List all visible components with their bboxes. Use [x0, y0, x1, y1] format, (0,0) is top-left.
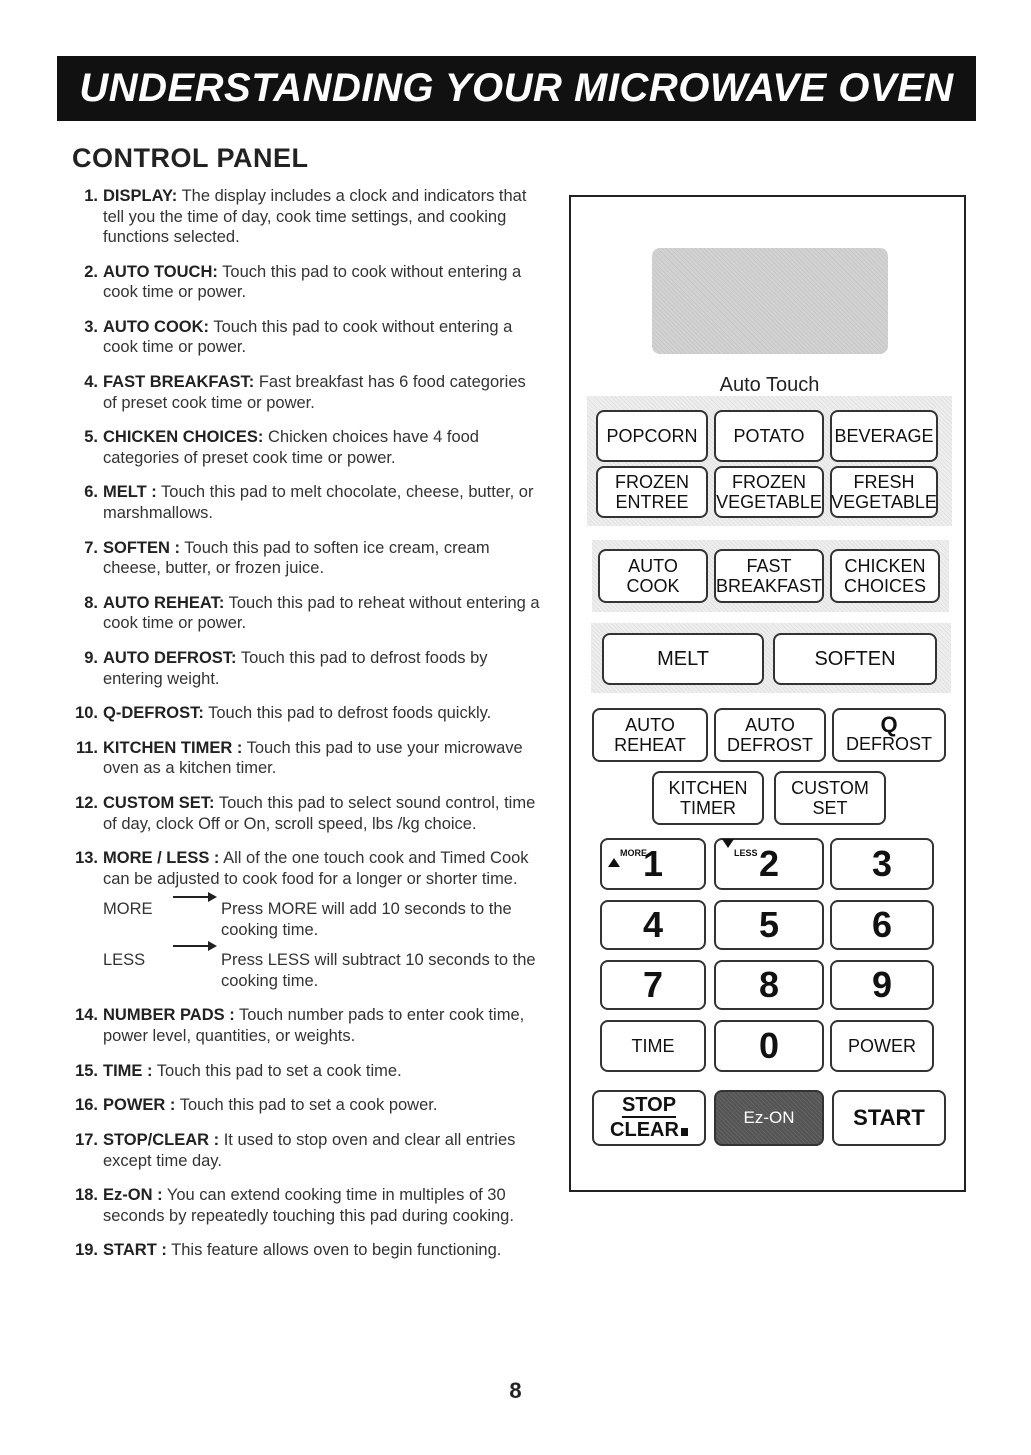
item-text: Touch this pad to cook without entering a cook time or power.: [103, 262, 522, 302]
lock-icon: [681, 1128, 688, 1136]
item-text: Fast breakfast has 6 food categories of preset cook time or power.: [103, 373, 526, 412]
number-3-button[interactable]: 3: [830, 838, 934, 890]
item-number: 4.: [84, 373, 98, 392]
page-banner: [57, 56, 976, 121]
item-label: KITCHEN TIMER :: [103, 738, 243, 757]
number-2-label: 2: [758, 843, 780, 884]
item-number: 11.: [75, 738, 98, 757]
item-label: DISPLAY:: [103, 187, 178, 205]
item-text: You can extend cooking time in multiples of 30 seconds by repeatedly touching this pad during cooking.: [103, 1186, 514, 1225]
feature-item: [72, 1061, 542, 1082]
feature-item: [72, 1130, 542, 1171]
display-screen: [652, 248, 888, 354]
number-4-button[interactable]: 4: [600, 900, 706, 950]
less-key: LESS: [103, 951, 146, 970]
q-icon: Q: [880, 712, 898, 737]
clear-label: CLEAR: [610, 1118, 688, 1142]
beverage-button[interactable]: BEVERAGE: [830, 410, 938, 462]
number-5-button[interactable]: 5: [714, 900, 824, 950]
number-8-button[interactable]: 8: [714, 960, 824, 1010]
item-label: AUTO DEFROST:: [103, 649, 237, 667]
item-number: 1.: [84, 187, 98, 205]
frozen-entree-button[interactable]: FROZEN ENTREE: [596, 466, 708, 518]
item-number: 14.: [75, 1006, 98, 1025]
item-text: Touch this pad to soften ice cream, cream cheese, butter, or frozen juice.: [103, 538, 490, 578]
item-number: 18.: [75, 1186, 98, 1205]
auto-reheat-button[interactable]: AUTO REHEAT: [592, 708, 708, 762]
chicken-choices-button[interactable]: CHICKEN CHOICES: [830, 549, 940, 603]
item-label: POWER :: [103, 1096, 176, 1115]
potato-button[interactable]: POTATO: [714, 410, 824, 462]
item-label: FAST BREAKFAST:: [103, 373, 255, 392]
number-0-button[interactable]: 0: [714, 1020, 824, 1072]
feature-item: [72, 593, 542, 634]
popcorn-button[interactable]: POPCORN: [596, 410, 708, 462]
item-text: Touch this pad to defrost foods by entering weight.: [103, 649, 488, 688]
page-number: 8: [509, 1378, 522, 1403]
feature-item: [72, 1240, 542, 1261]
feature-item: [72, 482, 542, 523]
feature-item: [72, 1095, 542, 1116]
item-label: NUMBER PADS :: [103, 1006, 235, 1025]
item-text: Touch this pad to set a cook time.: [152, 1061, 402, 1080]
item-label: AUTO REHEAT:: [103, 593, 225, 612]
item-number: 5.: [84, 428, 98, 447]
item-text: Chicken choices have 4 food categories of preset cook time or power.: [103, 428, 479, 467]
power-button[interactable]: POWER: [830, 1020, 934, 1072]
feature-item: [72, 738, 542, 779]
item-number: 10.: [75, 704, 98, 723]
item-label: SOFTEN :: [103, 538, 180, 557]
item-text: Touch this pad to reheat without entering a cook time or power.: [103, 593, 540, 633]
soften-button[interactable]: SOFTEN: [773, 633, 937, 685]
banner-title: UNDERSTANDING YOUR MICROWAVE OVEN: [79, 66, 954, 110]
item-text: Touch number pads to enter cook time, power level, quantities, or weights.: [103, 1006, 525, 1045]
feature-item: [72, 1005, 542, 1046]
item-label: MELT :: [103, 483, 157, 502]
time-button[interactable]: TIME: [600, 1020, 706, 1072]
start-button[interactable]: START: [832, 1090, 946, 1146]
feature-item: [72, 793, 542, 834]
auto-cook-button[interactable]: AUTO COOK: [598, 549, 708, 603]
number-1-more-button[interactable]: [600, 838, 706, 890]
item-text: Touch this pad to cook without entering a cook time or power.: [103, 317, 513, 357]
item-label: Q-DEFROST:: [103, 704, 204, 723]
auto-defrost-button[interactable]: AUTO DEFROST: [714, 708, 826, 762]
number-9-button[interactable]: 9: [830, 960, 934, 1010]
feature-item: [72, 372, 542, 413]
more-row: [103, 899, 542, 940]
feature-item: [72, 538, 542, 579]
item-label: CHICKEN CHOICES:: [103, 428, 264, 447]
melt-button[interactable]: MELT: [602, 633, 764, 685]
control-panel-diagram: [569, 195, 966, 1192]
item-label: CUSTOM SET:: [103, 794, 215, 813]
feature-item: [72, 262, 542, 303]
item-number: 13.: [75, 849, 98, 868]
item-text: Touch this pad to select sound control, time of day, clock Off or On, scroll speed, lbs /kg choice.: [103, 794, 536, 833]
item-number: 16.: [75, 1096, 98, 1115]
item-text: It used to stop oven and clear all entries except time day.: [103, 1131, 516, 1170]
item-text: Touch this pad to melt chocolate, cheese, butter, or marshmallows.: [103, 483, 534, 522]
number-7-button[interactable]: 7: [600, 960, 706, 1010]
number-2-less-button[interactable]: [714, 838, 824, 890]
down-arrow-icon: [722, 839, 734, 858]
item-number: 7.: [84, 538, 98, 557]
less-tag: LESS: [722, 848, 758, 858]
item-number: 19.: [75, 1241, 98, 1260]
item-label: Ez-ON :: [103, 1186, 163, 1205]
auto-touch-label: Auto Touch: [719, 374, 820, 396]
custom-set-button[interactable]: CUSTOM SET: [774, 771, 886, 825]
item-label: AUTO COOK:: [103, 317, 210, 336]
number-1-label: 1: [642, 843, 664, 884]
feature-item: [72, 427, 542, 468]
q-defrost-label: DEFROST: [845, 734, 932, 754]
feature-item: [72, 1185, 542, 1226]
item-number: 2.: [84, 262, 98, 281]
stop-label: STOP: [621, 1094, 677, 1116]
up-arrow-icon: [608, 848, 620, 867]
item-label: START :: [103, 1241, 167, 1260]
item-text: This feature allows oven to begin functioning.: [166, 1241, 502, 1260]
stop-clear-button[interactable]: [592, 1090, 706, 1146]
ez-on-button[interactable]: Ez-ON: [714, 1090, 824, 1146]
feature-list: [72, 186, 542, 1275]
less-arrow-icon: [173, 945, 209, 947]
item-label: STOP/CLEAR :: [103, 1131, 220, 1149]
fast-breakfast-button[interactable]: FAST BREAKFAST: [714, 549, 824, 603]
item-label: AUTO TOUCH:: [103, 262, 218, 281]
more-key: MORE: [103, 900, 153, 919]
kitchen-timer-button[interactable]: KITCHEN TIMER: [652, 771, 764, 825]
more-desc: Press MORE will add 10 seconds to the cooking time.: [221, 900, 512, 939]
less-row: [103, 950, 542, 991]
item-number: 15.: [75, 1061, 98, 1080]
more-arrow-icon: [173, 896, 209, 898]
fresh-vegetable-button[interactable]: FRESH VEGETABLE: [830, 466, 938, 518]
item-number: 6.: [84, 483, 98, 502]
item-number: 8.: [84, 593, 98, 612]
item-number: 17.: [75, 1131, 98, 1149]
feature-item: [72, 848, 542, 991]
frozen-vegetable-button[interactable]: FROZEN VEGETABLE: [714, 466, 824, 518]
more-tag: MORE: [608, 848, 647, 858]
item-number: 3.: [84, 317, 98, 336]
item-label: MORE / LESS :: [103, 849, 220, 868]
item-text: The display includes a clock and indicators that tell you the time of day, cook time settings, and cooking functions selected.: [103, 187, 527, 246]
less-desc: Press LESS will subtract 10 seconds to the cooking time.: [221, 951, 536, 990]
feature-item: [72, 648, 542, 689]
feature-item: [72, 186, 542, 248]
feature-item: [72, 317, 542, 358]
q-defrost-button[interactable]: [832, 708, 946, 762]
feature-item: [72, 703, 542, 724]
item-text: Touch this pad to use your microwave oven as a kitchen timer.: [103, 738, 523, 778]
section-title: CONTROL PANEL: [72, 143, 309, 173]
item-text: All of the one touch cook and Timed Cook can be adjusted to cook food for a longer or shorter time.: [103, 849, 529, 888]
item-number: 9.: [84, 649, 98, 667]
item-number: 12.: [75, 794, 98, 813]
item-label: TIME :: [103, 1061, 153, 1080]
number-6-button[interactable]: 6: [830, 900, 934, 950]
item-text: Touch this pad to defrost foods quickly.: [203, 704, 492, 723]
item-text: Touch this pad to set a cook power.: [175, 1096, 438, 1115]
